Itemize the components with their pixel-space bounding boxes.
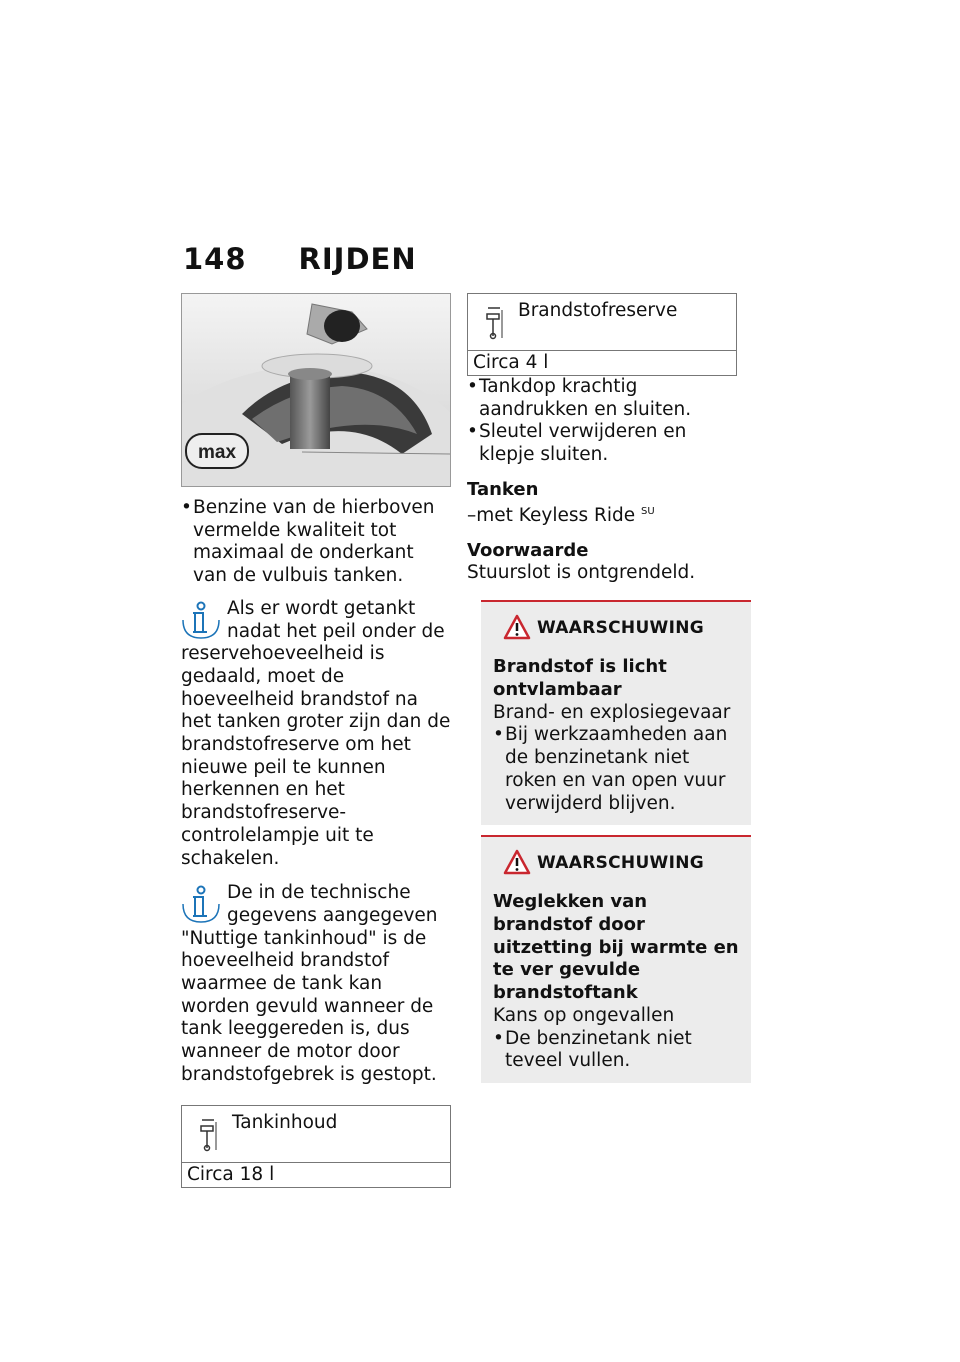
- left-column: [181, 293, 451, 1188]
- right-column: [467, 293, 737, 1083]
- fuel-level-icon: [484, 306, 504, 340]
- warning-title: WAARSCHUWING: [537, 853, 705, 874]
- warning-subtitle: Brandstof is licht ontvlambaar: [493, 656, 667, 701]
- warning-text: Kans op ongevallen: [493, 1004, 675, 1026]
- max-label: max: [197, 442, 237, 463]
- spec-box-fuel-reserve: [467, 293, 737, 376]
- warning-box: [481, 600, 751, 825]
- fuel-level-icon: [198, 1118, 218, 1152]
- bullet-icon: •: [181, 497, 192, 518]
- section-heading: Voorwaarde: [467, 539, 589, 561]
- warning-subtitle: Weglekken van brandstof door uitzetting bij warmte en te ver gevulde brandstoftank: [493, 891, 739, 1004]
- bullet-icon: •: [467, 421, 478, 443]
- info-note: Als er wordt getankt nadat het peil onder de reservehoeveelheid is gedaald, moet de hoeveelheid brandstof na het tanken groter zijn dan de brandstofreserve om het nieuwe peil te kunnen herkennen en het brandstofreserve-controlelampje uit te schakelen.: [181, 597, 451, 869]
- info-icon: [181, 884, 221, 924]
- page-number: 148: [183, 242, 247, 276]
- spec-box-tank-capacity: [181, 1105, 451, 1188]
- warning-text: Brand- en explosiegevaar: [493, 701, 731, 723]
- chapter-title: RIJDEN: [298, 242, 417, 276]
- bullet-icon: •: [467, 376, 478, 397]
- fuel-filler-photo: [181, 293, 451, 487]
- info-icon: [181, 600, 221, 640]
- list-item: • Tankdop krachtig aandrukken en sluiten.: [467, 376, 692, 420]
- list-item: • Sleutel verwijderen en klepje sluiten.: [467, 421, 687, 466]
- list-item: • Bij werkzaamheden aan de benzinetank niet roken en van open vuur verwijderd blijven.: [493, 724, 728, 814]
- spec-title: Tankinhoud: [232, 1111, 338, 1133]
- warning-triangle-icon: [503, 614, 531, 640]
- spec-value: Circa 4 l: [473, 352, 549, 373]
- warning-title: WAARSCHUWING: [537, 618, 705, 639]
- list-item: • Benzine van de hierboven vermelde kwaliteit tot maximaal de onderkant van de vulbuis tanken.: [181, 497, 435, 587]
- info-note: De in de technische gegevens aangegeven "Nuttige tankinhoud" is de hoeveelheid brandstof waarmee de tank kan worden gevuld wanneer de tank leeggereden is, dus wanneer de motor door brandstofgebrek is gestopt.: [181, 882, 438, 1085]
- warning-box: [481, 835, 751, 1083]
- spec-value: Circa 18 l: [187, 1163, 275, 1185]
- bullet-icon: •: [493, 724, 504, 746]
- section-subtitle: –met Keyless Ride $^{SU}$: [467, 504, 655, 526]
- warning-triangle-icon: [503, 849, 531, 875]
- condition-text: Stuurslot is ontgrendeld.: [467, 561, 696, 583]
- section-heading: Tanken: [467, 478, 539, 500]
- list-item: • De benzinetank niet teveel vullen.: [493, 1027, 692, 1072]
- page-header: [183, 242, 417, 276]
- spec-title: Brandstofreserve: [518, 300, 678, 321]
- bullet-icon: •: [493, 1027, 504, 1049]
